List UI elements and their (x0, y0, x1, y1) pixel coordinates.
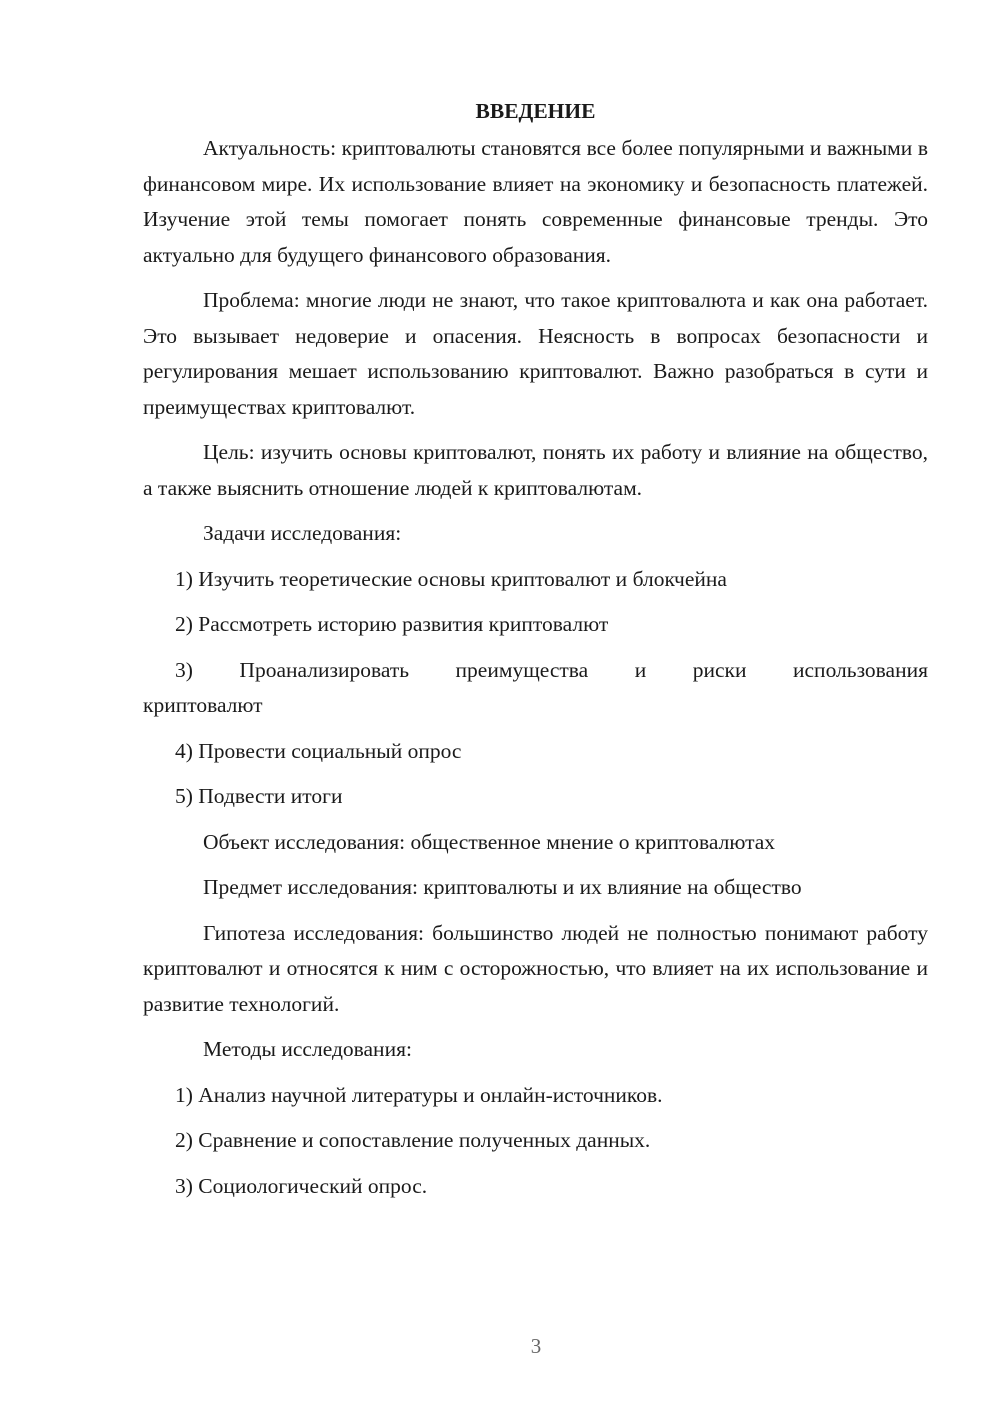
method-item: 1) Анализ научной литературы и онлайн-источников. (175, 1082, 663, 1107)
problem-paragraph: Проблема: многие люди не знают, что такое криптовалюта и как она работает. Это вызывает недоверие и опасения. Неясность в вопросах безопасности и регулирования мешает использованию криптовалют. Важно разобраться в сути и преимуществах криптовалют. (143, 288, 928, 419)
methods-title: Методы исследования: (203, 1037, 412, 1061)
document-page (143, 95, 928, 1214)
research-object: Объект исследования: общественное мнение о криптовалютах (203, 829, 776, 854)
hypothesis-paragraph: Гипотеза исследования: большинство людей не полностью понимают работу криптовалют и относятся к ним с осторожностью, что влияет на их использование и развитие технологий. (143, 920, 928, 1016)
tasks-title: Задачи исследования: (203, 521, 402, 545)
research-subject: Предмет исследования: криптовалюты и их влияние на общество (203, 875, 802, 899)
page-title: ВВЕДЕНИЕ (475, 99, 596, 123)
task-item: 4) Провести социальный опрос (175, 738, 462, 763)
relevance-paragraph: Актуальность: криптовалюты становятся все более популярными и важными в финансовом мире. Их использование влияет на экономику и безопасность платежей. Изучение этой темы помогает понять современные финансовые тренды. Это актуально для будущего финансового образования. (143, 136, 928, 267)
method-item: 2) Сравнение и сопоставление полученных данных. (175, 1128, 651, 1152)
method-item: 3) Социологический опрос. (175, 1173, 428, 1198)
task-item: 2) Рассмотреть историю развития криптовалют (175, 612, 609, 636)
task-item: 1) Изучить теоретические основы криптовалют и блокчейна (175, 566, 727, 591)
page-number: 3 (530, 1334, 542, 1358)
goal-paragraph: Цель: изучить основы криптовалют, понять их работу и влияние на общество, а также выяснить отношение людей к криптовалютам. (143, 440, 928, 500)
task-item: 5) Подвести итоги (175, 784, 343, 808)
task-item: 3) Проанализировать преимущества и риски использования криптовалют (143, 657, 928, 717)
